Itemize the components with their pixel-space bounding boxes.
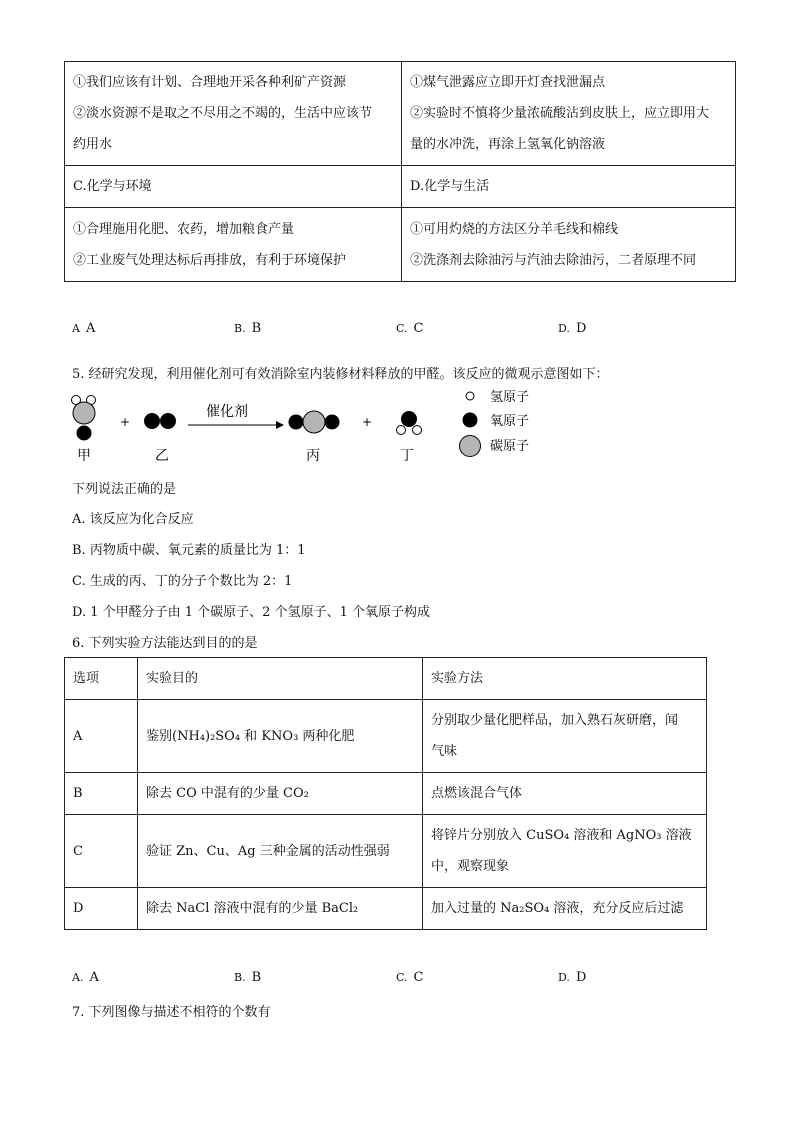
header-option: 选项 (65, 658, 138, 700)
cell-line: ②淡水资源不是取之不尽用之不竭的，生活中应该节 (73, 106, 373, 121)
molecule-bing (289, 411, 340, 433)
option-text: A (89, 970, 99, 985)
label-bing: 丙 (306, 448, 320, 464)
hydrogen-atom-icon (466, 392, 474, 400)
table-row (65, 166, 736, 208)
question-5-prompt: 下列说法正确的是 (72, 482, 177, 497)
cell-line: 将锌片分别放入 CuSO₄ 溶液和 AgNO₃ 溶液 (431, 828, 692, 843)
molecule-ding (397, 411, 422, 435)
q6-option-a[interactable] (72, 970, 99, 985)
q5-option-a[interactable]: A. 该反应为化合反应 (72, 512, 194, 527)
legend-hydrogen: 氢原子 (490, 390, 530, 405)
row-goal: 验证 Zn、Cu、Ag 三种金属的活动性强弱 (138, 815, 423, 888)
molecule-jia (72, 396, 96, 441)
row-goal: 鉴别(NH₄)₂SO₄ 和 KNO₃ 两种化肥 (138, 700, 423, 773)
row-method (423, 815, 707, 888)
cell-line: ①合理施用化肥、农药，增加粮食产量 (73, 221, 295, 237)
plus-sign: + (362, 415, 373, 429)
label-jia: 甲 (77, 448, 91, 464)
cell-line: 点燃该混合气体 (431, 786, 523, 801)
question-7-stem: 7. 下列图像与描述不相符的个数有 (72, 1005, 271, 1020)
row-goal: 除去 CO 中混有的少量 CO₂ (138, 773, 423, 815)
knowledge-table (64, 61, 736, 282)
row-method (423, 773, 707, 815)
table-cell (65, 62, 402, 166)
q5-option-c[interactable]: C. 生成的丙、丁的分子个数比为 2：1 (72, 574, 293, 589)
cell-line: ②洗涤剂去除油污与汽油去除油污，二者原理不同 (410, 252, 697, 268)
row-option: D (65, 888, 138, 930)
table-cell (402, 62, 736, 166)
legend-oxygen: 氧原子 (490, 414, 530, 429)
cell-line: ①可用灼烧的方法区分羊毛线和棉线 (410, 221, 619, 237)
cell-line: 约用水 (73, 137, 113, 152)
option-letter: D. (558, 971, 570, 984)
option-letter: A. (72, 971, 84, 984)
row-option: A (65, 700, 138, 773)
table-row (65, 62, 736, 166)
cell-line: ①我们应该有计划、合理地开采各种利矿产资源 (73, 75, 347, 90)
table-cell (402, 208, 736, 282)
catalyst-label: 催化剂 (206, 404, 248, 420)
section-heading-c: C.化学与环境 (65, 166, 402, 208)
q6-option-d[interactable] (558, 970, 586, 985)
carbon-atom-icon (460, 436, 481, 457)
row-method (423, 700, 707, 773)
table-row (65, 888, 707, 930)
option-text: C (413, 321, 424, 336)
cell-line: 量的水冲洗，再涂上氢氧化钠溶液 (410, 137, 606, 152)
row-option: B (65, 773, 138, 815)
option-text: D (575, 321, 587, 336)
table-row (65, 208, 736, 282)
option-letter: B. (234, 971, 246, 984)
legend-carbon: 碳原子 (490, 439, 530, 454)
oxygen-atom-icon (463, 413, 478, 428)
question-6-stem: 6. 下列实验方法能达到目的的是 (72, 636, 258, 651)
q5-option-d[interactable]: D. 1 个甲醛分子由 1 个碳原子、2 个氢原子、1 个氧原子构成 (72, 605, 430, 620)
option-letter: A (72, 322, 80, 335)
option-letter: D. (558, 322, 570, 335)
molecule-yi (144, 413, 176, 429)
section-heading-d: D.化学与生活 (402, 166, 736, 208)
row-method (423, 888, 707, 930)
header-method: 实验方法 (423, 658, 707, 700)
table-row (65, 815, 707, 888)
q5-option-b[interactable]: B. 丙物质中碳、氧元素的质量比为 1：1 (72, 543, 306, 558)
arrow-head-icon (276, 421, 284, 429)
table-header-row (65, 658, 707, 700)
option-text: A (85, 321, 96, 336)
option-letter: B. (234, 322, 246, 335)
option-text: B (251, 970, 262, 985)
question-5-stem: 5. 经研究发现，利用催化剂可有效消除室内装修材料释放的甲醛。该反应的微观示意图如下： (72, 367, 609, 382)
header-goal: 实验目的 (138, 658, 423, 700)
cell-line: ②实验时不慎将少量浓硫酸沾到皮肤上，应立即用大 (410, 106, 710, 121)
table-row (65, 700, 707, 773)
label-ding: 丁 (400, 448, 414, 464)
cell-line: 中，观察现象 (431, 859, 510, 874)
option-text: C (413, 970, 424, 985)
q6-option-b[interactable] (234, 970, 261, 985)
table-cell (65, 208, 402, 282)
q4-option-d[interactable] (558, 321, 586, 336)
option-text: B (251, 321, 262, 336)
experiment-table (64, 657, 707, 930)
label-yi: 乙 (155, 448, 169, 464)
cell-line: 分别取少量化肥样品，加入熟石灰研磨，闻 (431, 713, 679, 728)
row-option: C (65, 815, 138, 888)
cell-line: 加入过量的 Na₂SO₄ 溶液，充分反应后过滤 (431, 901, 684, 916)
table-row (65, 773, 707, 815)
reaction-diagram (60, 388, 580, 468)
row-goal: 除去 NaCl 溶液中混有的少量 BaCl₂ (138, 888, 423, 930)
cell-line: 气味 (431, 744, 458, 759)
option-letter: C. (396, 322, 408, 335)
cell-line: ②工业废气处理达标后再排放，有利于环境保护 (73, 252, 347, 268)
option-letter: C. (396, 971, 408, 984)
q4-option-a[interactable] (72, 321, 95, 336)
option-text: D (575, 970, 587, 985)
q4-option-b[interactable] (234, 321, 261, 336)
q6-option-c[interactable] (396, 970, 423, 985)
plus-sign: + (120, 415, 131, 429)
cell-line: ①煤气泄露应立即开灯查找泄漏点 (410, 75, 606, 90)
q4-option-c[interactable] (396, 321, 423, 336)
